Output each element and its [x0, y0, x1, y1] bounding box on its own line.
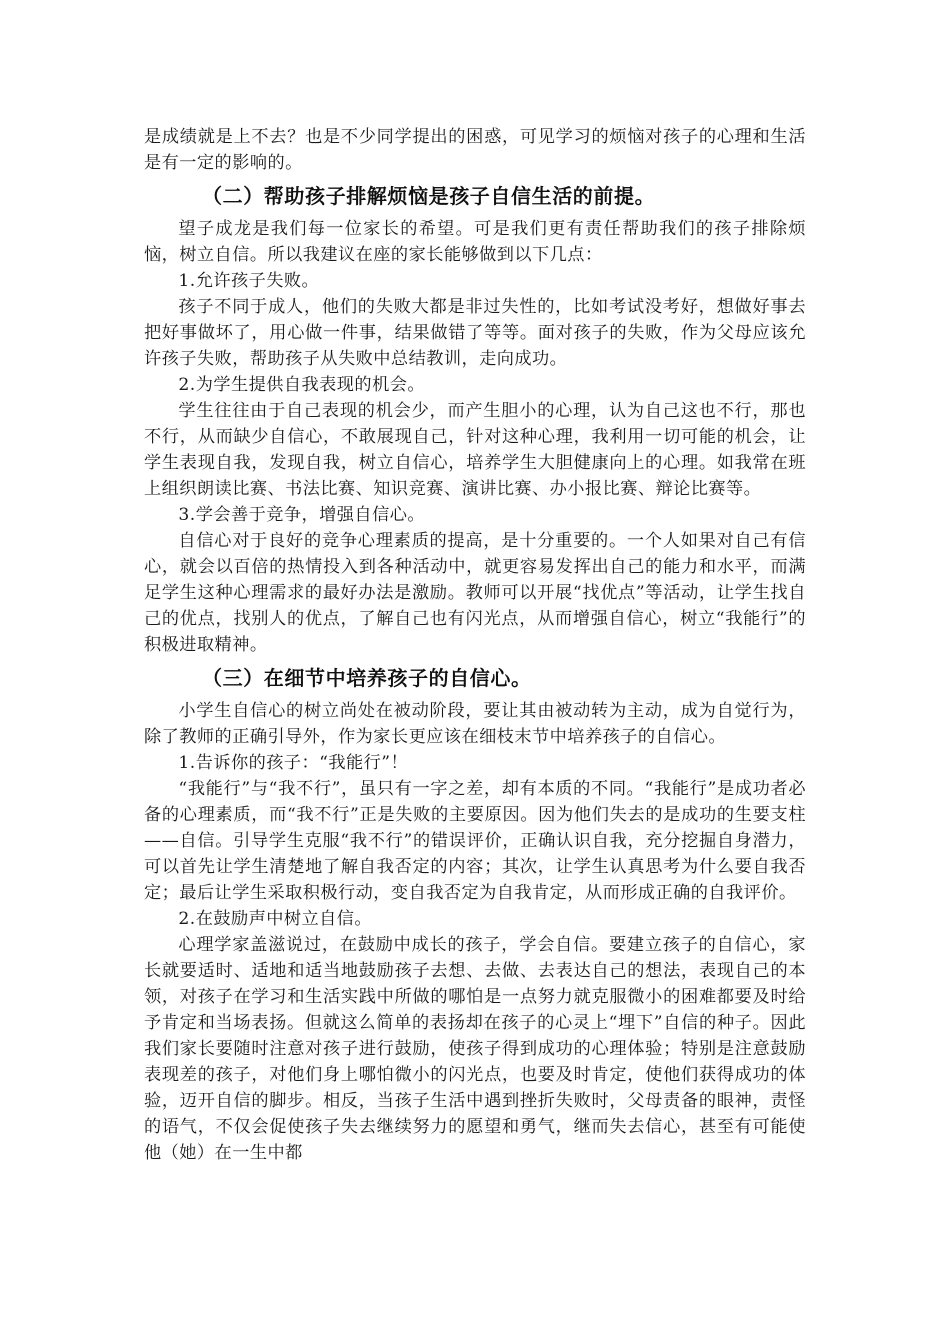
paragraph: 望子成龙是我们每一位家长的希望。可是我们更有责任帮助我们的孩子排除烦恼，树立自信。所以我建议在座的家长能够做到以下几点：: [144, 219, 806, 265]
paragraph: “我能行”与“我不行”，虽只有一字之差，却有本质的不同。“我能行”是成功者必备的心理素质，而“我不行”正是失败的主要原因。因为他们失去的是成功的生要支柱——自信。引导学生克服“我不行”的错误评价，正确认识自我，充分挖掘自身潜力，可以首先让学生清楚地了解自我否定的内容；其次，让学生认真思考为什么要自我否定；最后让学生采取积极行动，变自我否定为自我肯定，从而形成正确的自我评价。: [144, 779, 806, 903]
paragraph: 学生往往由于自己表现的机会少，而产生胆小的心理，认为自己这也不行，那也不行，从而缺少自信心，不敢展现自己，针对这种心理，我利用一切可能的机会，让学生表现自我，发现自我，树立自信心，培养学生大胆健康向上的心理。如我常在班上组织朗读比赛、书法比赛、知识竞赛、演讲比赛、办小报比赛、辩论比赛等。: [144, 401, 806, 499]
section-heading-2: （二）帮助孩子排解烦恼是孩子自信生活的前提。: [202, 184, 656, 208]
paragraph: 小学生自信心的树立尚处在被动阶段，要让其由被动转为主动，成为自觉行为，除了教师的正确引导外，作为家长更应该在细枝末节中培养孩子的自信心。: [144, 701, 806, 747]
list-item-heading: 1.允许孩子失败。: [178, 271, 320, 291]
list-item-heading: 2.在鼓励声中树立自信。: [178, 909, 373, 929]
paragraph: 心理学家盖滋说过，在鼓励中成长的孩子，学会自信。要建立孩子的自信心，家长就要适时、适地和适当地鼓励孩子去想、去做、去表达自己的想法，表现自己的本领，对孩子在学习和生活实践中所做的哪怕是一点努力就克服微小的困难都要及时给予肯定和当场表扬。但就这么简单的表扬却在孩子的心灵上“埋下”自信的种子。因此我们家长要随时注意对孩子进行鼓励，使孩子得到成功的心理体验；特别是注意鼓励表现差的孩子，对他们身上哪怕微小的闪光点，也要及时肯定，使他们获得成功的体验，迈开自信的脚步。相反，当孩子生活中遇到挫折失败时，父母责备的眼神，责怪的语气，不仅会促使孩子失去继续努力的愿望和勇气，继而失去信心，甚至有可能使他（她）在一生中都: [144, 935, 806, 1163]
paragraph: 自信心对于良好的竞争心理素质的提高，是十分重要的。一个人如果对自己有信心，就会以百倍的热情投入到各种活动中，就更容易发挥出自己的能力和水平，而满足学生这种心理需求的最好办法是激励。教师可以开展“找优点”等活动，让学生找自己的优点，找别人的优点，了解自己也有闪光点，从而增强自信心，树立“我能行”的积极进取精神。: [144, 531, 806, 655]
list-item-heading: 2.为学生提供自我表现的机会。: [178, 375, 425, 395]
section-heading-3: （三）在细节中培养孩子的自信心。: [202, 666, 532, 690]
paragraph-continued: 是成绩就是上不去？也是不少同学提出的困惑，可见学习的烦恼对孩子的心理和生活是有一定的影响的。: [144, 127, 806, 173]
document-page: [144, 124, 806, 1166]
list-item-heading: 1.告诉你的孩子：“我能行”！: [178, 753, 409, 773]
paragraph: 孩子不同于成人，他们的失败大都是非过失性的，比如考试没考好，想做好事去把好事做坏了，用心做一件事，结果做错了等等。面对孩子的失败，作为父母应该允许孩子失败，帮助孩子从失败中总结教训，走向成功。: [144, 297, 806, 369]
list-item-heading: 3.学会善于竞争，增强自信心。: [178, 505, 425, 525]
